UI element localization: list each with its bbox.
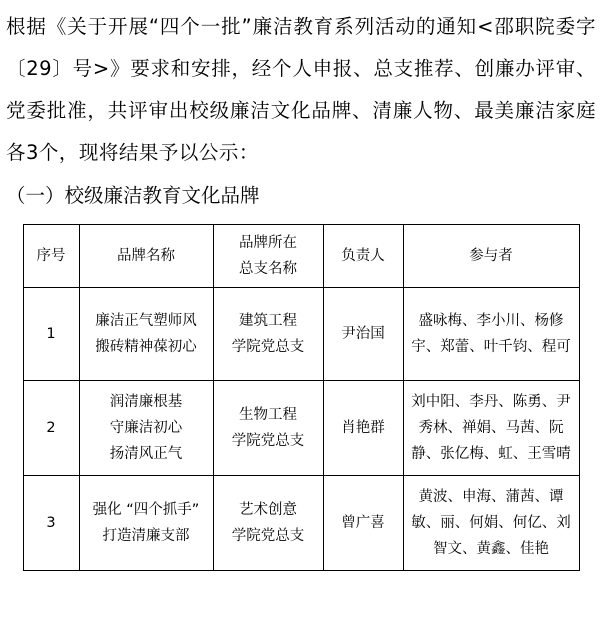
- column-header-branch: [213, 225, 323, 288]
- table-body: [23, 288, 579, 571]
- table-header: [23, 225, 579, 288]
- column-header-branch-line2: 总支名称: [239, 261, 297, 277]
- cell-brand-line1: 润清廉根基: [109, 394, 183, 410]
- column-header-brand: 品牌名称: [79, 225, 213, 288]
- column-header-branch-line1: 品牌所在: [239, 235, 297, 251]
- cell-members: 黄波、申海、蒲茜、谭敏、丽、何娟、何亿、刘智文、黄鑫、佳艳: [403, 476, 579, 571]
- announcement-paragraph: 根据《关于开展“四个一批”廉洁教育系列活动的通知<邵职院委字〔29〕号>》要求和安排，经个人申报、总支推荐、创廉办评审、党委批准，共评审出校级廉洁文化品牌、清廉人物、最美廉洁家庭各3个，现将结果予以公示：: [6, 15, 596, 164]
- brand-table: [23, 224, 580, 571]
- cell-brand-line2: 打造清廉支部: [102, 528, 190, 544]
- cell-no: 2: [23, 381, 79, 476]
- cell-brand-line1: 强化 “四个抓手”: [92, 502, 200, 518]
- cell-brand-line2: 搬砖精神葆初心: [95, 339, 197, 355]
- cell-brand-line1: 廉洁正气塑师风: [95, 313, 197, 329]
- column-header-leader: 负责人: [323, 225, 403, 288]
- cell-brand-line3: 扬清风正气: [109, 446, 183, 462]
- cell-leader: 尹治国: [323, 288, 403, 381]
- cell-branch-line1: 生物工程: [239, 407, 297, 423]
- cell-branch: [213, 288, 323, 381]
- cell-no: 1: [23, 288, 79, 381]
- cell-members: 盛咏梅、李小川、杨修宇、郑蕾、叶千钧、程可: [403, 288, 579, 381]
- cell-branch: [213, 381, 323, 476]
- table-header-row: [23, 225, 579, 288]
- cell-leader: 曾广喜: [323, 476, 403, 571]
- cell-branch-line1: 建筑工程: [239, 313, 297, 329]
- column-header-members: 参与者: [403, 225, 579, 288]
- cell-members: 刘中阳、李丹、陈勇、尹秀林、禅娟、马茜、阮静、张亿梅、虹、王雪晴: [403, 381, 579, 476]
- cell-no: 3: [23, 476, 79, 571]
- cell-brand: [79, 288, 213, 381]
- announcement-body: [0, 0, 602, 174]
- table-row: [23, 381, 579, 476]
- cell-branch: [213, 476, 323, 571]
- column-header-no: 序号: [23, 225, 79, 288]
- cell-branch-line1: 艺术创意: [239, 502, 297, 518]
- cell-branch-line2: 学院党总支: [231, 528, 305, 544]
- cell-branch-line2: 学院党总支: [231, 339, 305, 355]
- cell-brand: [79, 381, 213, 476]
- cell-branch-line2: 学院党总支: [231, 433, 305, 449]
- table-row: [23, 288, 579, 381]
- cell-leader: 肖艳群: [323, 381, 403, 476]
- table-row: [23, 476, 579, 571]
- section-title: （一）校级廉洁教育文化品牌: [6, 184, 260, 207]
- cell-brand-line2: 守廉洁初心: [109, 420, 183, 436]
- cell-brand: [79, 476, 213, 571]
